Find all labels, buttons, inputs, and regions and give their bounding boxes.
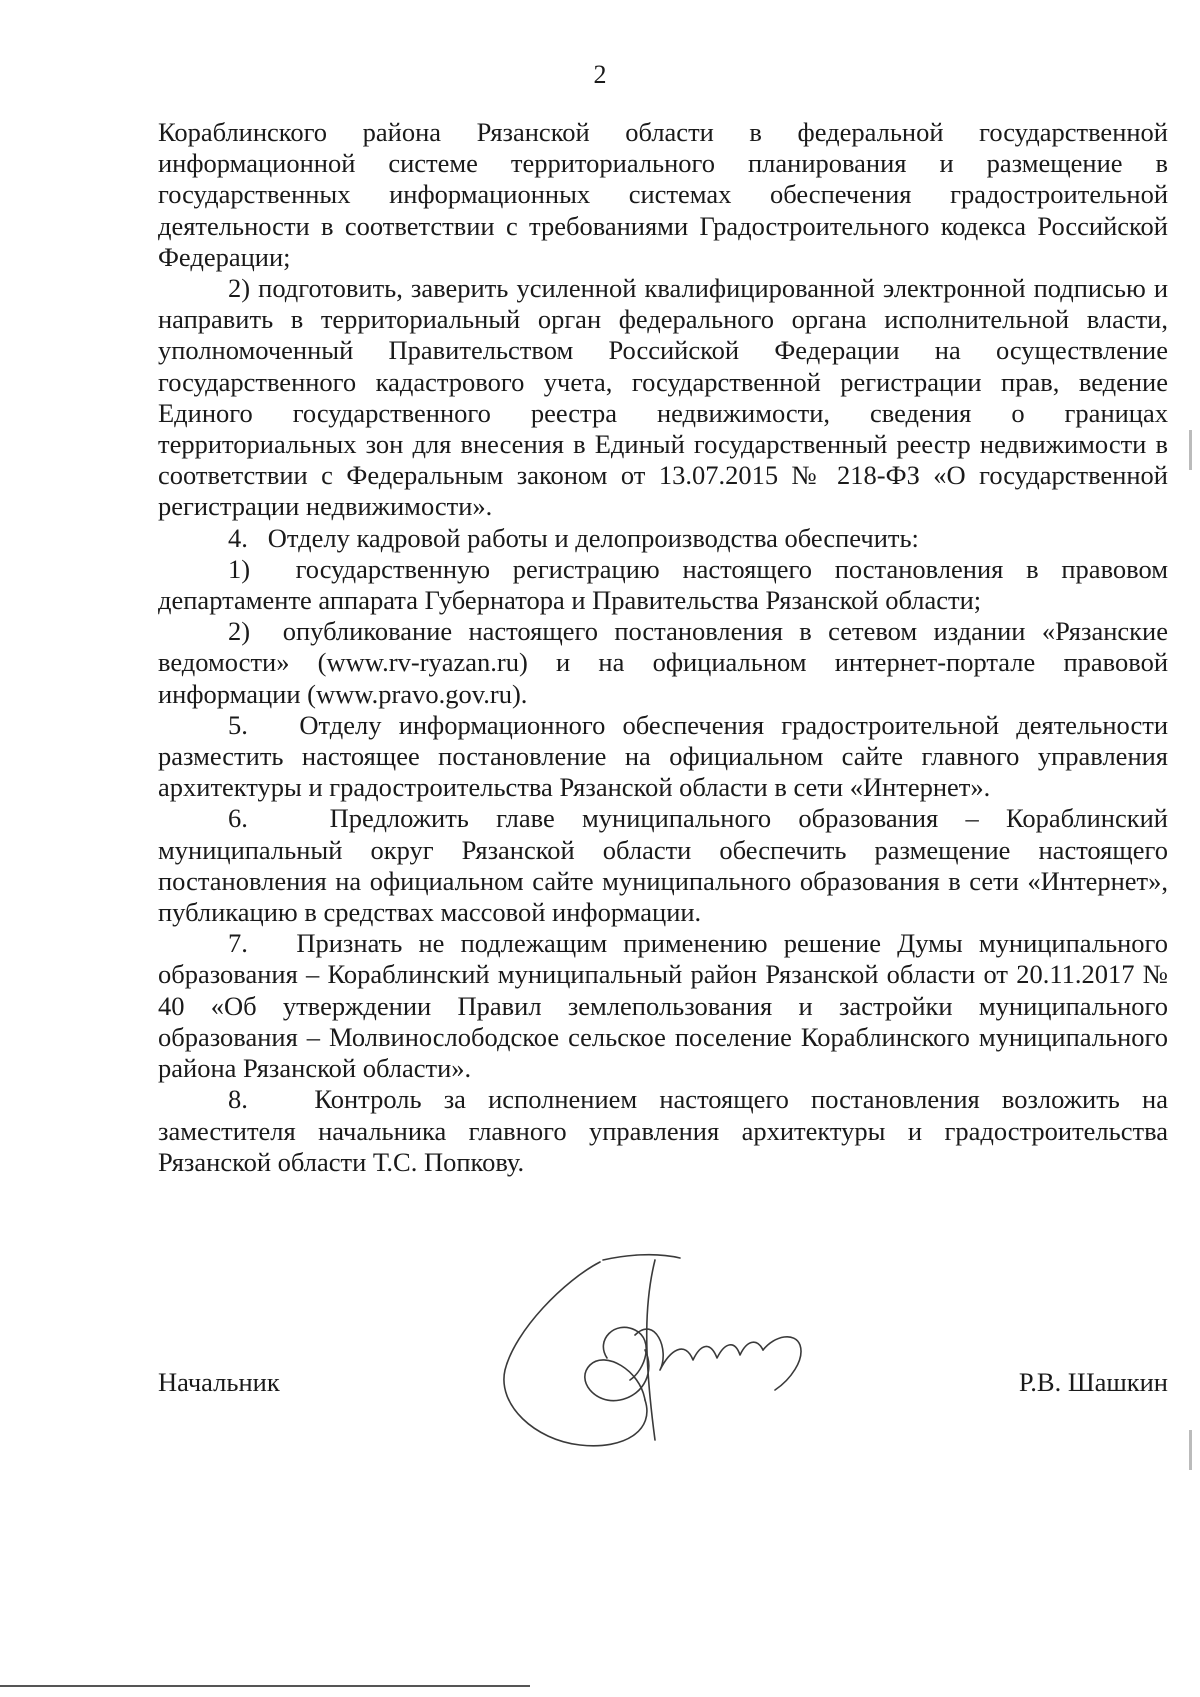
paragraph: Кораблинского района Рязанской области в федеральной государственной информационной системе территориального планирования и размещение в государственных информационных системах обеспечения градостроительной деятельности в соответствии с требованиями Градостроительного кодекса Российской Федерации; <box>158 117 1168 272</box>
signer-title: Начальник <box>158 1367 280 1397</box>
scan-edge-mark <box>1189 430 1192 470</box>
paragraph: 2) подготовить, заверить усиленной квалифицированной электронной подписью и направить в территориальный орган федерального органа исполнительной власти, уполномоченный Правительством Российской Федерации на осуществление государственного кадастрового учета, государственной регистрации прав, ведение Единого государственного реестра недвижимости, сведения о границах территориальных зон для внесения в Единый государственный реестр недвижимости в соответствии с Федеральным законом от 13.07.2015 № 218-ФЗ «О государственной регистрации недвижимости». <box>158 273 1168 522</box>
paragraph: 8. Контроль за исполнением настоящего постановления возложить на заместителя начальника главного управления архитектуры и градостроительства Рязанской области Т.С. Попкову. <box>158 1084 1168 1177</box>
paragraph: 6. Предложить главе муниципального образования – Кораблинский муниципальный округ Рязанской области обеспечить размещение настоящего постановления на официальном сайте муниципального образования в сети «Интернет», публикацию в средствах массовой информации. <box>158 803 1168 928</box>
scan-edge-mark <box>1189 1430 1192 1470</box>
document-body <box>158 117 1168 1178</box>
paragraph: 5. Отделу информационного обеспечения градостроительной деятельности разместить настоящее постановление на официальном сайте главного управления архитектуры и градостроительства Рязанской области в сети «Интернет». <box>158 709 1168 803</box>
signature-block <box>158 1367 1168 1407</box>
paragraph: 2) опубликование настоящего постановления в сетевом издании «Рязанские ведомости» (www.rv-ryazan.ru) и на официальном интернет-портале правовой информации (www.pravo.gov.ru). <box>158 616 1168 709</box>
paragraph: 4. Отделу кадровой работы и делопроизводства обеспечить: <box>228 522 919 553</box>
bottom-rule <box>0 1685 530 1687</box>
paragraph: 7. Признать не подлежащим применению решение Думы муниципального образования – Кораблинский муниципальный район Рязанской области от 20.11.2017 № 40 «Об утверждении Правил землепользования и застройки муниципального образования – Молвинослободское сельское поселение Кораблинского муниципального района Рязанской области». <box>158 928 1168 1084</box>
paragraph: 1) государственную регистрацию настоящего постановления в правовом департаменте аппарата Губернатора и Правительства Рязанской области; <box>158 553 1168 616</box>
page-number: 2 <box>593 60 607 89</box>
signer-name: Р.В. Шашкин <box>1018 1367 1168 1397</box>
handwritten-signature <box>495 1240 825 1460</box>
